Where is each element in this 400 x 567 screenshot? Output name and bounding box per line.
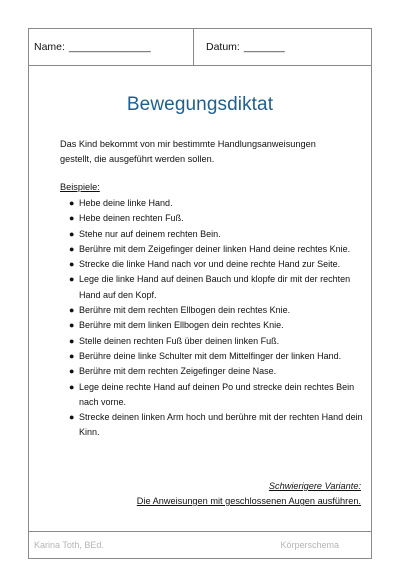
bullet-icon: ● — [69, 335, 75, 346]
instruction-list — [69, 196, 369, 441]
list-item — [69, 349, 369, 364]
bullet-icon: ● — [69, 381, 75, 392]
list-item — [69, 211, 369, 226]
date-label: Datum: — [206, 41, 240, 53]
list-item-text: Strecke die linke Hand nach vor und deine rechte Hand zur Seite. — [79, 259, 341, 270]
list-item — [69, 196, 369, 211]
list-item-text: Berühre deine linke Schulter mit dem Mittelfinger der linken Hand. — [79, 350, 342, 361]
list-item — [69, 242, 369, 257]
list-item-text: Strecke deinen linken Arm hoch und berühre mit der rechten Hand dein Kinn. — [79, 412, 363, 438]
bullet-icon: ● — [69, 320, 75, 331]
name-blank: ______________ — [68, 41, 151, 53]
bullet-icon: ● — [69, 243, 75, 254]
list-item — [69, 227, 369, 242]
list-item — [69, 364, 369, 379]
footer — [29, 531, 371, 558]
list-item-text: Berühre mit dem rechten Zeigefinger deine Nase. — [79, 366, 277, 377]
list-item — [69, 318, 369, 333]
variant-block — [137, 479, 361, 509]
name-cell — [29, 29, 194, 65]
variant-text: Die Anweisungen mit geschlossenen Augen ausführen. — [136, 496, 361, 506]
list-item — [69, 410, 369, 441]
bullet-icon: ● — [69, 350, 75, 361]
name-label: Name: — [34, 41, 65, 53]
list-item — [69, 334, 369, 349]
intro-text — [60, 137, 360, 166]
list-item-text: Stelle deinen rechten Fuß über deinen linken Fuß. — [79, 335, 280, 346]
bullet-icon: ● — [69, 228, 75, 239]
list-item-text: Hebe deinen rechten Fuß. — [79, 213, 184, 224]
bullet-icon: ● — [69, 198, 75, 208]
intro-line-2: gestellt, die ausgeführt werden sollen. — [60, 153, 215, 164]
list-item — [69, 272, 369, 303]
intro-line-1: Das Kind bekommt von mir bestimmte Handlungsanweisungen — [60, 139, 316, 149]
bullet-icon: ● — [69, 366, 75, 377]
list-item — [69, 380, 369, 411]
date-blank: _______ — [243, 41, 285, 53]
list-item-text: Lege deine rechte Hand auf deinen Po und strecke dein rechtes Bein nach vorne. — [79, 381, 355, 407]
bullet-icon: ● — [69, 412, 75, 423]
footer-topic: Körperschema — [280, 540, 339, 550]
list-item — [69, 303, 369, 318]
list-item-text: Stehe nur auf deinem rechten Bein. — [79, 228, 221, 239]
bullet-icon: ● — [69, 259, 75, 270]
header-row — [29, 29, 371, 66]
list-item-text: Berühre mit dem rechten Ellbogen dein rechtes Knie. — [79, 305, 291, 316]
worksheet-frame — [28, 28, 372, 559]
list-item-text: Hebe deine linke Hand. — [79, 198, 173, 208]
bullet-icon: ● — [69, 305, 75, 316]
date-cell — [194, 29, 285, 65]
page-title: Bewegungsdiktat — [126, 94, 274, 115]
bullet-icon: ● — [69, 213, 75, 224]
list-item-text: Lege die linke Hand auf deinen Bauch und klopfe dir mit der rechten Hand auf den Kopf. — [79, 274, 351, 300]
list-item — [69, 257, 369, 272]
list-item-text: Berühre mit dem Zeigefinger deiner linken Hand deine rechtes Knie. — [79, 243, 351, 254]
bullet-icon: ● — [69, 274, 75, 285]
examples-label: Beispiele: — [60, 182, 100, 192]
variant-title: Schwierigere Variante: — [268, 481, 361, 491]
footer-author: Karina Toth, BEd. — [34, 540, 104, 550]
list-item-text: Berühre mit dem linken Ellbogen dein rechtes Knie. — [79, 320, 284, 331]
